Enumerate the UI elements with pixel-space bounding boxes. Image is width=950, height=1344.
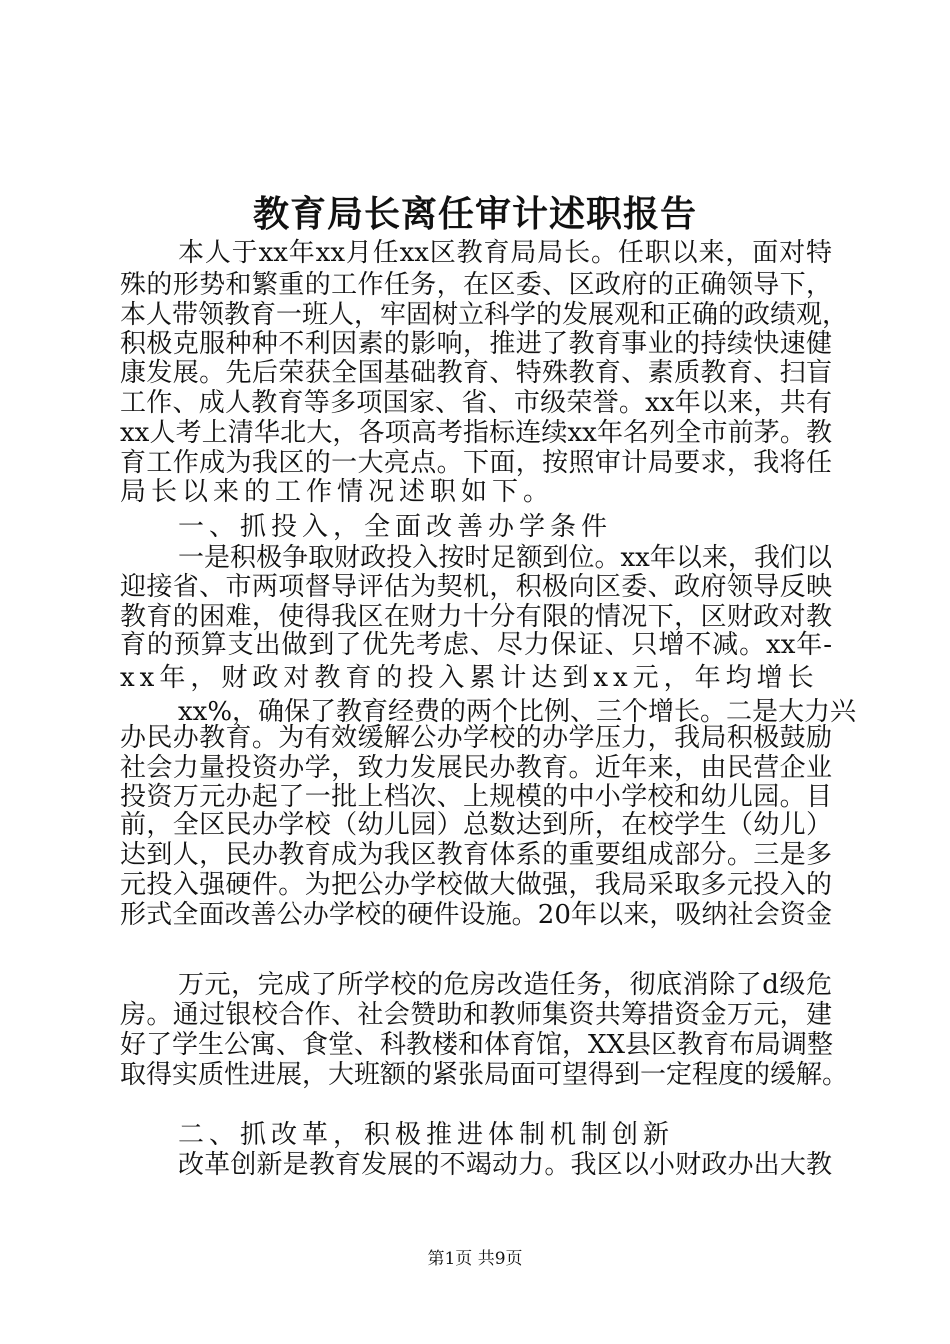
body-line: 好了学生公寓、食堂、科教楼和体育馆，XX县区教育布局调整 (120, 1030, 834, 1060)
section-heading: 一、抓投入，全面改善办学条件 (178, 512, 613, 542)
body-line: 康发展。先后荣获全国基础教育、特殊教育、素质教育、扫盲 (120, 358, 832, 388)
document-title: 教育局长离任审计述职报告 (252, 194, 697, 235)
body-line: xx人考上清华北大，各项高考指标连续xx年名列全市前茅。教 (120, 418, 832, 448)
body-line: 一是积极争取财政投入按时足额到位。xx年以来，我们以 (178, 543, 832, 573)
body-line: 前，全区民办学校（幼儿园）总数达到所，在校学生（幼儿） (120, 810, 832, 840)
body-line: 社会力量投资办学，致力发展民办教育。近年来，由民营企业 (120, 753, 832, 783)
body-line: 房。通过银校合作、社会赞助和教师集资共筹措资金万元，建 (120, 1000, 832, 1030)
body-line: 殊的形势和繁重的工作任务，在区委、区政府的正确领导下， (120, 270, 832, 300)
body-line: 本人带领教育一班人，牢固树立科学的发展观和正确的政绩观， (120, 300, 849, 330)
body-line: 教育的困难，使得我区在财力十分有限的情况下，区财政对教 (120, 602, 832, 632)
body-line: 改革创新是教育发展的不竭动力。我区以小财政办出大教 (178, 1150, 832, 1180)
body-line: xx年，财政对教育的投入累计达到xx元，年均增长 (120, 663, 819, 693)
page-number: 第1页 共9页 (427, 1249, 523, 1269)
body-line: 元投入强硬件。为把公办学校做大做强，我局采取多元投入的 (120, 870, 832, 900)
body-line: 取得实质性进展，大班额的紧张局面可望得到一定程度的缓解。 (120, 1060, 849, 1090)
body-line: 育的预算支出做到了优先考虑、尽力保证、只增不减。xx年- (120, 630, 832, 660)
section-heading: 二、抓改革，积极推进体制机制创新 (178, 1120, 675, 1150)
body-line: 达到人，民办教育成为我区教育体系的重要组成部分。三是多 (120, 840, 832, 870)
body-line: 投资万元办起了一批上档次、上规模的中小学校和幼儿园。目 (120, 782, 832, 812)
body-line: 育工作成为我区的一大亮点。下面，按照审计局要求，我将任 (120, 448, 832, 478)
body-line: 工作、成人教育等多项国家、省、市级荣誉。xx年以来，共有 (120, 388, 832, 418)
body-line: 形式全面改善公办学校的硬件设施。20年以来，吸纳社会资金 (120, 900, 832, 930)
body-line: 积极克服种种不利因素的影响，推进了教育事业的持续快速健 (120, 329, 832, 359)
body-line: 局长以来的工作情况述职如下。 (120, 477, 555, 507)
body-line: 迎接省、市两项督导评估为契机，积极向区委、政府领导反映 (120, 572, 832, 602)
body-line: 万元，完成了所学校的危房改造任务，彻底消除了d级危 (178, 970, 832, 1000)
body-line: xx%，确保了教育经费的两个比例、三个增长。二是大力兴 (178, 697, 857, 727)
body-line: 本人于xx年xx月任xx区教育局局长。任职以来，面对特 (178, 238, 832, 268)
body-line: 办民办教育。为有效缓解公办学校的办学压力，我局积极鼓励 (120, 723, 832, 753)
